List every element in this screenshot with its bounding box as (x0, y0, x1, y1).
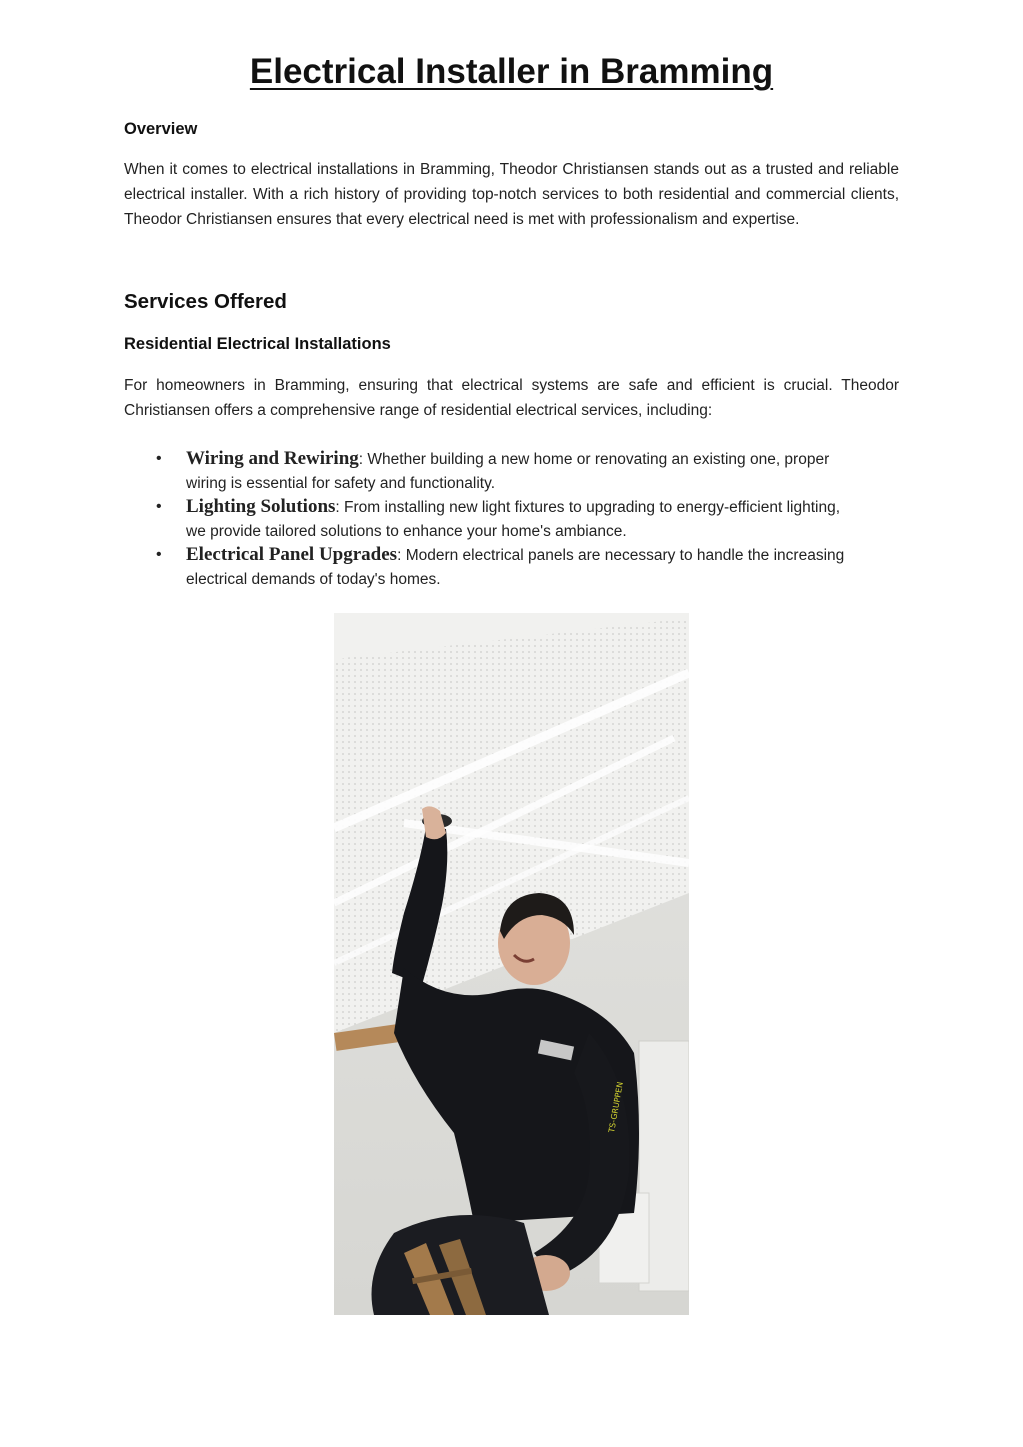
residential-heading: Residential Electrical Installations (124, 335, 391, 353)
residential-intro: For homeowners in Bramming, ensuring that electrical systems are safe and efficient is crucial. Theodor Christiansen offers a comprehensive range of residential electrical services, including: (124, 377, 899, 419)
list-item (156, 495, 856, 543)
service-description: : Modern electrical panels are necessary to handle the increasing electrical demands of today's homes. (186, 547, 845, 588)
services-list (156, 447, 856, 591)
service-term: Wiring and Rewiring (186, 448, 359, 469)
service-term: Electrical Panel Upgrades (186, 544, 398, 565)
services-heading: Services Offered (124, 290, 287, 313)
sleeve-print: TS-GRUPPEN (607, 1081, 625, 1134)
electrician-photo (334, 613, 689, 1315)
overview-paragraph: When it comes to electrical installations in Bramming, Theodor Christiansen stands out as a trusted and reliable electrical installer. With a rich history of providing top-notch services to both residential and commercial clients, Theodor Christiansen ensures that every electrical need is met with professionalism and expertise. (124, 161, 899, 228)
page-title: Electrical Installer in Bramming (249, 52, 774, 91)
list-item (156, 543, 856, 591)
service-description: : Whether building a new home or renovating an existing one, proper wiring is essential for safety and functionality. (186, 451, 830, 492)
electrician-illustration (334, 613, 689, 1315)
service-description: : From installing new light fixtures to upgrading to energy-efficient lighting, we provide tailored solutions to enhance your home's ambiance. (186, 499, 841, 540)
overview-heading: Overview (124, 120, 198, 138)
service-term: Lighting Solutions (186, 496, 336, 517)
list-item (156, 447, 856, 495)
